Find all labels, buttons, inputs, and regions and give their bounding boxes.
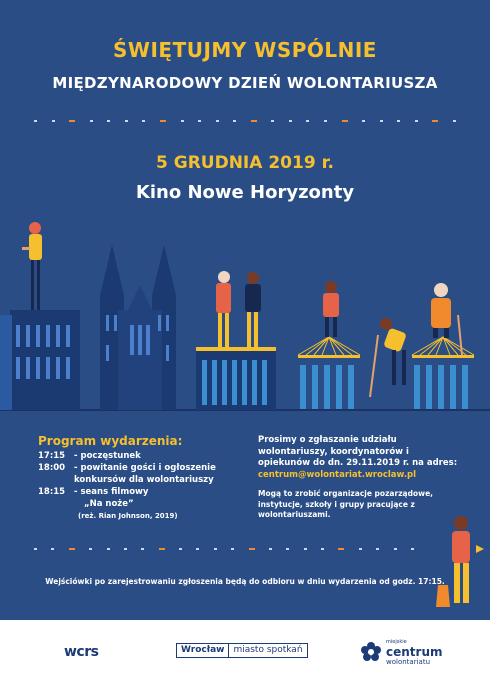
event-venue: Kino Nowe Horyzonty xyxy=(135,182,355,203)
center-building xyxy=(196,271,276,410)
program-text: - powitanie gości i ogłoszenie xyxy=(74,463,216,473)
divider-dash xyxy=(141,548,144,550)
program-time: 17:15 xyxy=(38,451,66,461)
wroclaw-logo xyxy=(176,643,308,658)
divider-dash xyxy=(51,548,54,550)
divider-dash xyxy=(432,120,438,122)
divider-dash xyxy=(304,548,307,550)
event-date: 5 GRUDNIA 2019 r. xyxy=(156,153,334,173)
program-time: 18:15 xyxy=(38,487,66,497)
wcrs-logo: wcrs xyxy=(64,644,99,660)
divider-dash xyxy=(198,120,201,122)
divider-dash xyxy=(34,120,37,122)
divider-dash xyxy=(289,120,292,122)
tickets-info: Wejściówki po zarejestrowaniu zgłoszenia będą do odbioru w dniu wydarzenia od godz. 17:15. xyxy=(45,577,445,586)
divider-dash xyxy=(338,548,344,550)
divider-dash xyxy=(233,120,236,122)
centrum-logo-sub: wolontariatu xyxy=(386,658,430,666)
divider-dash xyxy=(453,120,456,122)
divider-dash xyxy=(362,120,365,122)
divider-dash xyxy=(34,548,37,550)
divider-dash xyxy=(159,548,165,550)
volunteer-figure xyxy=(436,515,486,610)
divider-dash xyxy=(411,548,414,550)
organizations-note: Mogą to zrobić organizacje pozarządowe, instytucje, szkoły i grupy pracujące z wolontariuszami. xyxy=(258,489,434,519)
program-item xyxy=(38,474,248,486)
centrum-logo-small: miejskie xyxy=(386,639,407,645)
wroclaw-logo-city: Wrocław xyxy=(176,643,229,658)
program-item xyxy=(38,462,248,474)
divider-dash xyxy=(107,120,110,122)
divider-dash xyxy=(249,548,255,550)
program-text: - seans filmowy xyxy=(74,487,149,497)
cathedral xyxy=(100,245,176,410)
divider-dash xyxy=(216,120,219,122)
divider-dash xyxy=(69,120,75,122)
divider-dash xyxy=(214,548,217,550)
wroclaw-logo-slogan: miasto spotkań xyxy=(229,643,307,658)
divider-dash xyxy=(324,120,327,122)
program-item xyxy=(38,498,248,510)
registration-request: Prosimy o zgłaszanie udziału wolontariuszy, koordynatorów i opiekunów do dn. 29.11.2019 r. na adres: xyxy=(258,435,458,468)
divider-dash xyxy=(306,120,309,122)
divider-dash xyxy=(52,120,55,122)
program-time: 18:00 xyxy=(38,463,66,473)
divider-dash xyxy=(271,120,274,122)
divider-dash xyxy=(376,548,379,550)
divider-dash xyxy=(89,548,92,550)
bridge-pillars xyxy=(300,365,468,409)
divider-dash xyxy=(342,120,348,122)
older-woman xyxy=(431,283,462,355)
divider-dash xyxy=(125,120,128,122)
program-item xyxy=(38,486,248,498)
left-building xyxy=(0,222,80,410)
program-item xyxy=(38,510,248,522)
divider-dash xyxy=(124,548,127,550)
flower-icon xyxy=(360,641,382,663)
divider-dash xyxy=(142,120,145,122)
poster-subtitle: MIĘDZYNARODOWY DZIEŃ WOLONTARIUSZA xyxy=(52,74,438,92)
program-text: - poczęstunek xyxy=(74,451,141,461)
divider-dash xyxy=(196,548,199,550)
poster-title: ŚWIĘTUJMY WSPÓLNIE xyxy=(113,38,377,62)
divider-dash xyxy=(321,548,324,550)
dotted-divider-bottom xyxy=(34,548,414,552)
divider-dash xyxy=(286,548,289,550)
divider-dash xyxy=(179,548,182,550)
divider-dash xyxy=(69,548,75,550)
divider-dash xyxy=(380,120,383,122)
divider-dash xyxy=(90,120,93,122)
program-section xyxy=(38,435,248,522)
centrum-logo-main: centrum xyxy=(386,645,443,659)
divider-dash xyxy=(415,120,418,122)
city-illustration xyxy=(0,215,490,415)
divider-dash xyxy=(359,548,362,550)
divider-dash xyxy=(269,548,272,550)
program-text: „Na noże” xyxy=(84,499,134,509)
divider-dash xyxy=(397,120,400,122)
program-title: Program wydarzenia: xyxy=(38,434,183,448)
contact-email[interactable]: centrum@wolontariat.wroclaw.pl xyxy=(258,469,417,480)
dotted-divider-top xyxy=(34,120,456,124)
man-with-broom xyxy=(370,318,407,397)
program-text: (reż. Rian Johnson, 2019) xyxy=(78,512,178,520)
divider-dash xyxy=(394,548,397,550)
centrum-wolontariatu-logo xyxy=(360,637,443,667)
divider-dash xyxy=(251,120,257,122)
divider-dash xyxy=(107,548,110,550)
divider-dash xyxy=(231,548,234,550)
program-item xyxy=(38,450,248,462)
program-text: konkursów dla wolontariuszy xyxy=(74,475,214,485)
divider-dash xyxy=(160,120,166,122)
woman-bridge xyxy=(323,281,339,337)
info-section xyxy=(258,435,463,521)
divider-dash xyxy=(181,120,184,122)
